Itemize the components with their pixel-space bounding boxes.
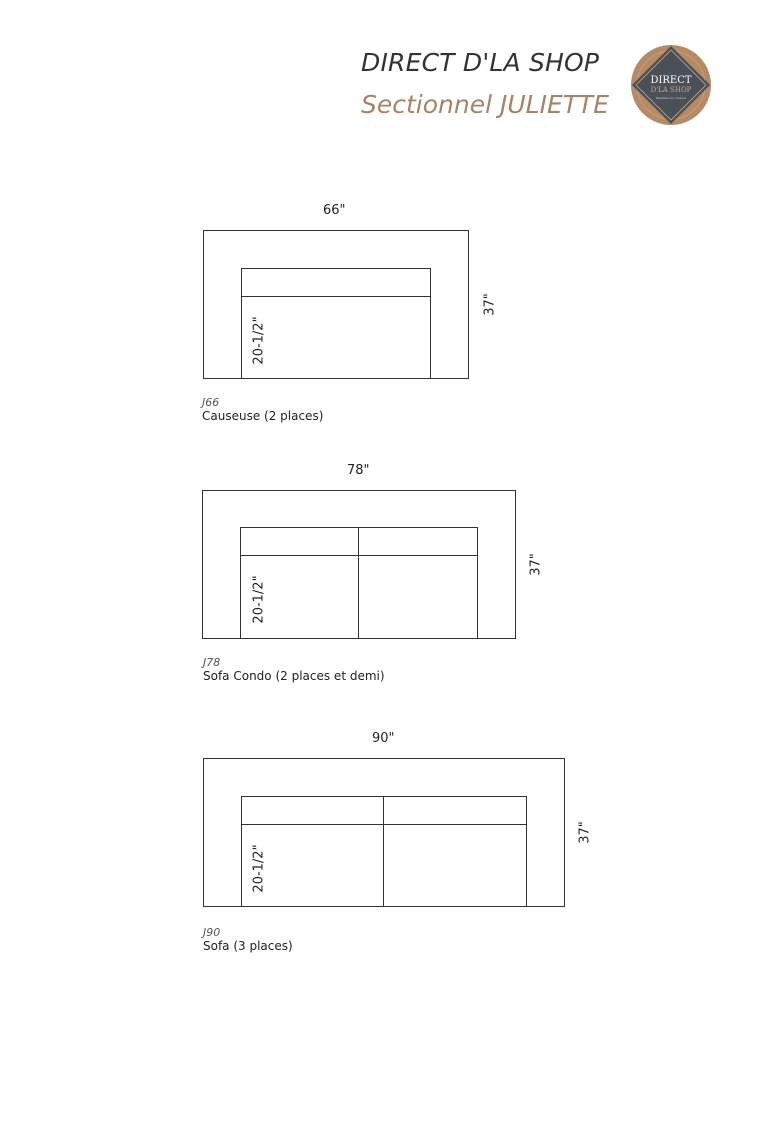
model-code: J90	[203, 926, 221, 939]
logo-line1: DIRECT	[650, 75, 692, 86]
cushion-back-line	[241, 824, 527, 825]
seat-depth-dimension: 20-1/2"	[251, 575, 267, 624]
model-code: J78	[203, 656, 221, 669]
seat-depth-dimension: 20-1/2"	[251, 844, 267, 893]
depth-dimension: 37"	[482, 293, 498, 316]
seat-depth-dimension: 20-1/2"	[251, 316, 267, 365]
cushion-divider	[383, 796, 384, 907]
seat-area	[241, 268, 431, 379]
cushion-back-line	[241, 296, 431, 297]
seat-area	[241, 796, 527, 907]
logo-line2: D'LA SHOP	[650, 86, 692, 94]
logo-tagline: Meubles sur mesure	[655, 96, 687, 100]
seat-area	[240, 527, 478, 639]
cushion-divider	[358, 527, 359, 639]
brand-title: DIRECT D'LA SHOP	[361, 48, 600, 77]
model-description: Sofa Condo (2 places et demi)	[203, 669, 385, 683]
width-dimension: 78"	[347, 463, 370, 478]
model-code: J66	[202, 396, 220, 409]
model-description: Causeuse (2 places)	[202, 409, 324, 423]
depth-dimension: 37"	[528, 553, 544, 576]
model-description: Sofa (3 places)	[203, 939, 293, 953]
width-dimension: 90"	[372, 731, 395, 746]
brand-logo	[630, 44, 712, 126]
width-dimension: 66"	[323, 203, 346, 218]
cushion-back-line	[240, 555, 478, 556]
product-title: Sectionnel JULIETTE	[361, 90, 610, 119]
depth-dimension: 37"	[577, 821, 593, 844]
